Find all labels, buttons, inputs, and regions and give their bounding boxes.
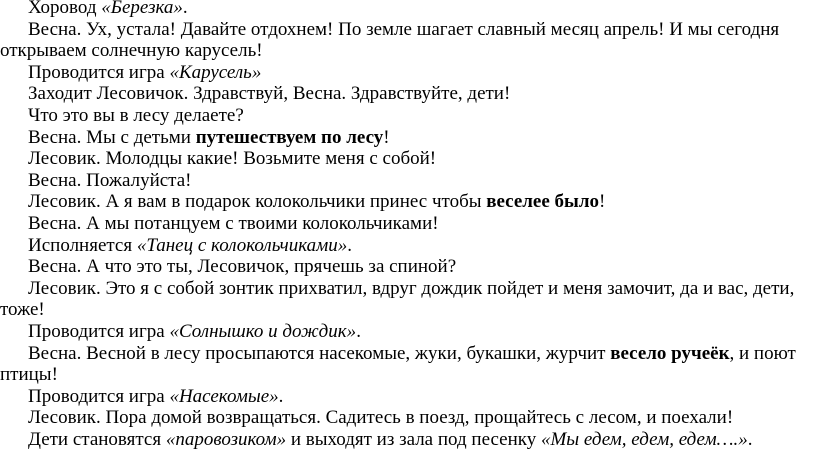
text-run: .	[182, 0, 188, 18]
text-run: и выходят из зала под песенку	[286, 429, 541, 450]
paragraph	[0, 19, 800, 41]
paragraph	[0, 386, 800, 408]
paragraph-continuation	[0, 40, 800, 62]
bold-phrase: весело ручеёк	[610, 342, 730, 364]
paragraph	[0, 407, 800, 429]
paragraph	[0, 429, 800, 451]
text-run: тоже!	[0, 299, 45, 321]
paragraph	[0, 213, 800, 235]
paragraph	[0, 127, 800, 149]
paragraph	[0, 256, 800, 278]
text-run: Проводится игра	[28, 321, 170, 342]
italic-title: «Карусель»	[169, 61, 262, 83]
text-run: Весна. Мы с детьми	[28, 126, 196, 148]
text-run: Исполняется	[28, 234, 137, 256]
text-run: Проводится игра	[28, 385, 170, 407]
text-run: Лесовик. Это я с собой зонтик прихватил, вдруг дождик пойдет и меня замочит, да и вас, дети,	[28, 277, 795, 299]
paragraph	[0, 191, 800, 213]
text-run: !	[599, 191, 606, 213]
bold-phrase: путешествуем по лесу	[195, 126, 384, 148]
text-run: Весна. А мы потанцуем с твоими колокольчиками!	[28, 213, 439, 234]
italic-title: «Солнышко и дождик»	[169, 321, 357, 342]
paragraph	[0, 278, 800, 300]
text-run: .	[356, 321, 361, 342]
text-run: .	[278, 385, 284, 407]
text-run: Проводится игра	[28, 61, 170, 83]
italic-title: «Мы едем, едем, едем….»	[540, 429, 748, 450]
text-run: Хоровод	[28, 0, 102, 18]
paragraph	[0, 83, 800, 105]
paragraph	[0, 148, 800, 170]
text-run: Заходит Лесовичок. Здравствуй, Весна. Здравствуйте, дети!	[28, 83, 511, 105]
paragraph	[0, 105, 800, 127]
italic-title: «Насекомые»	[169, 385, 279, 407]
text-run: Весна. Пожалуйста!	[28, 169, 192, 191]
text-run: открываем солнечную карусель!	[0, 40, 263, 62]
text-run: Лесовик. Пора домой возвращаться. Садитесь в поезд, прощайтесь с лесом, и поехали!	[28, 407, 734, 429]
text-run: , и поют	[729, 342, 796, 364]
text-run: .	[747, 429, 753, 450]
text-run: птицы!	[0, 364, 58, 386]
text-run: Что это вы в лесу делаете?	[28, 105, 244, 126]
text-run: !	[383, 126, 390, 148]
paragraph	[0, 321, 800, 343]
text-run: Дети становятся	[28, 429, 166, 450]
paragraph	[0, 170, 800, 192]
italic-title: «Танец с колокольчиками»	[136, 234, 348, 256]
text-run: Лесовик. А я вам в подарок колокольчики принес чтобы	[28, 191, 487, 213]
italic-title: «Березка»	[101, 0, 183, 18]
paragraph	[0, 235, 800, 257]
text-run: Весна. А что это ты, Лесовичок, прячешь за спиной?	[28, 256, 457, 278]
paragraph	[0, 62, 800, 84]
text-run: .	[347, 234, 352, 256]
italic-title: «паровозиком»	[165, 429, 287, 450]
paragraph-continuation	[0, 364, 800, 386]
bold-phrase: веселее было	[486, 191, 600, 213]
text-run: Весна. Весной в лесу просыпаются насекомые, жуки, букашки, журчит	[28, 342, 611, 364]
paragraph	[0, 0, 800, 19]
text-run: Весна. Ух, устала! Давайте отдохнем! По земле шагает славный месяц апрель! И мы сегодня	[28, 18, 780, 40]
paragraph	[0, 343, 800, 365]
text-run: Лесовик. Молодцы какие! Возьмите меня с собой!	[28, 148, 437, 170]
paragraph-continuation	[0, 299, 800, 321]
